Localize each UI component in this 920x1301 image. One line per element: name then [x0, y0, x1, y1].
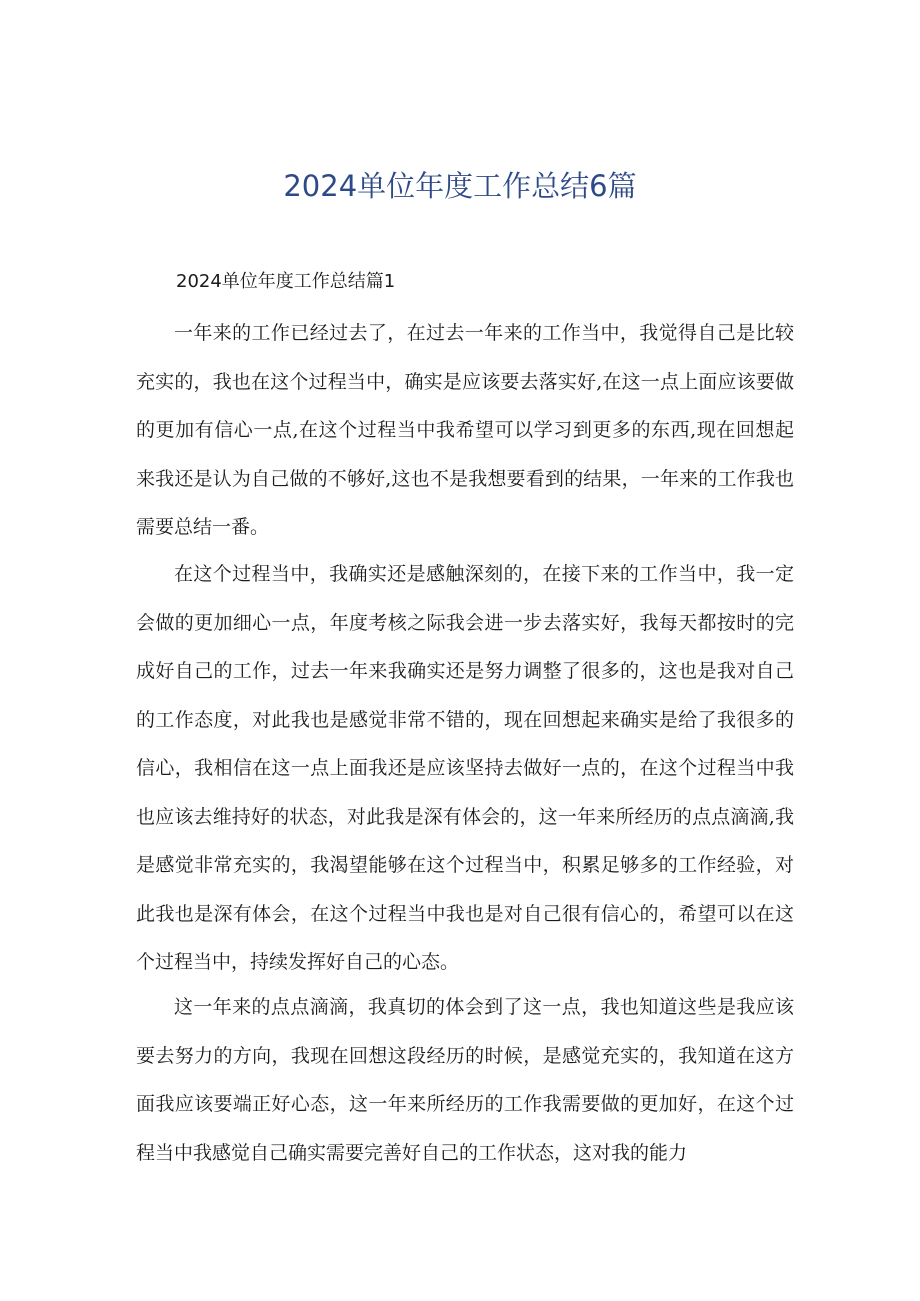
- body-paragraph: 这一年来的点点滴滴，我真切的体会到了这一点，我也知道这些是我应该要去努力的方向，我现在回想这段经历的时候，是感觉充实的，我知道在这方面我应该要端正好心态，这一年来所经历的工作我需要做的更加好，在这个过程当中我感觉自己确实需要完善好自己的工作状态，这对我的能力: [136, 996, 794, 1164]
- paragraph-block-3: [136, 983, 794, 1177]
- section-heading: 2024单位年度工作总结篇1: [176, 271, 396, 292]
- body-paragraph: 一年来的工作已经过去了，在过去一年来的工作当中，我觉得自己是比较充实的，我也在这个过程当中，确实是应该要去落实好,在这一点上面应该要做的更加有信心一点,在这个过程当中我希望可以学习到更多的东西,现在回想起来我还是认为自己做的不够好,这也不是我想要看到的结果，一年来的工作我也需要总结一番。: [136, 322, 794, 538]
- paragraph-block-2: [136, 550, 794, 987]
- body-paragraph: 在这个过程当中，我确实还是感触深刻的，在接下来的工作当中，我一定会做的更加细心一点，年度考核之际我会进一步去落实好，我每天都按时的完成好自己的工作，过去一年来我确实还是努力调整了很多的，这也是我对自己的工作态度，对此我也是感觉非常不错的，现在回想起来确实是给了我很多的信心，我相信在这一点上面我还是应该坚持去做好一点的，在这个过程当中我也应该去维持好的状态，对此我是深有体会的，这一年来所经历的点点滴滴,我是感觉非常充实的，我渴望能够在这个过程当中，积累足够多的工作经验，对此我也是深有体会，在这个过程当中我也是对自己很有信心的，希望可以在这个过程当中，持续发挥好自己的心态。: [136, 563, 794, 973]
- document-title: 2024单位年度工作总结6篇: [283, 169, 637, 203]
- paragraph-block-1: [136, 309, 794, 552]
